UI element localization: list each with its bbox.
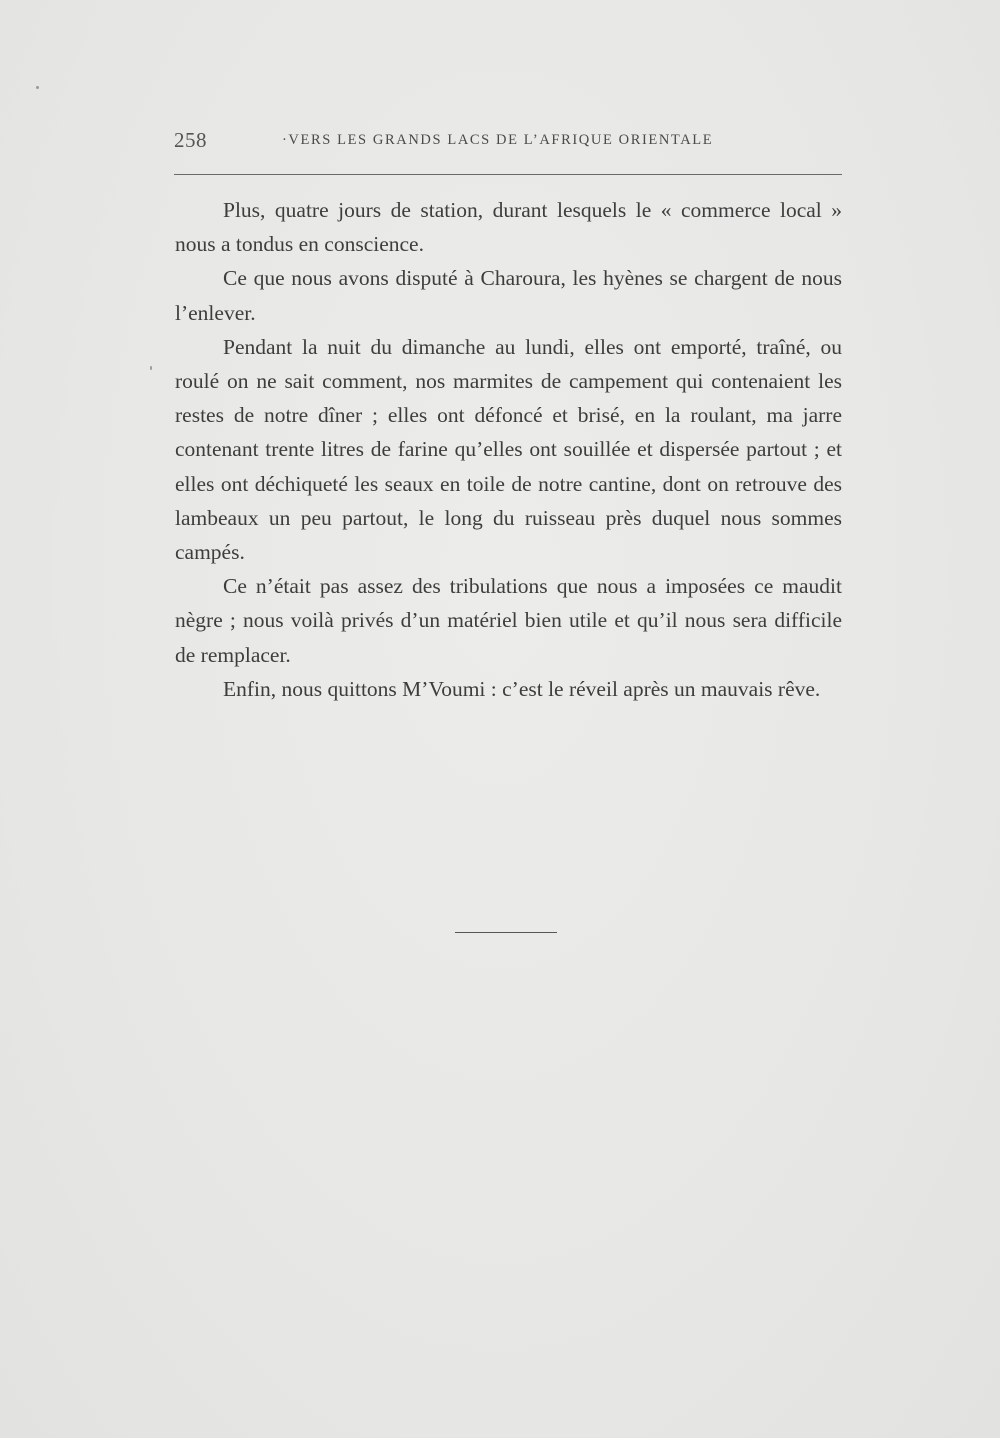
paper-speck [150,366,152,370]
running-title: ·VERS LES GRANDS LACS DE L’AFRIQUE ORIENTALE [282,132,714,148]
paragraph: Ce n’était pas assez des tribulations que nous a imposées ce maudit nègre ; nous voilà privés d’un matériel bien utile et qu’il nous sera difficile de remplacer. [175,574,842,667]
page-header [174,128,842,158]
body-text [175,193,842,706]
paragraph: Pendant la nuit du dimanche au lundi, elles ont emporté, traîné, ou roulé on ne sait comment, nos marmites de campement qui contenaient les restes de notre dîner ; elles ont défoncé et brisé, en la roulant, ma jarre contenant trente litres de farine qu’elles ont souillée et dispersée partout ; et elles ont déchiqueté les seaux en toile de notre cantine, dont on retrouve des lambeaux un peu partout, le long du ruisseau près duquel nous sommes campés. [175,334,842,565]
end-of-chapter-rule [455,932,557,933]
paper-speck [36,86,39,89]
paragraph: Enfin, nous quittons M’Voumi : c’est le réveil après un mauvais rêve. [223,676,821,701]
paragraph: Plus, quatre jours de station, durant lesquels le « commerce local » nous a tondus en conscience. [175,198,842,257]
page-number: 258 [174,128,207,152]
header-rule [174,174,842,175]
paragraph: Ce que nous avons disputé à Charoura, les hyènes se chargent de nous l’enlever. [175,266,842,325]
